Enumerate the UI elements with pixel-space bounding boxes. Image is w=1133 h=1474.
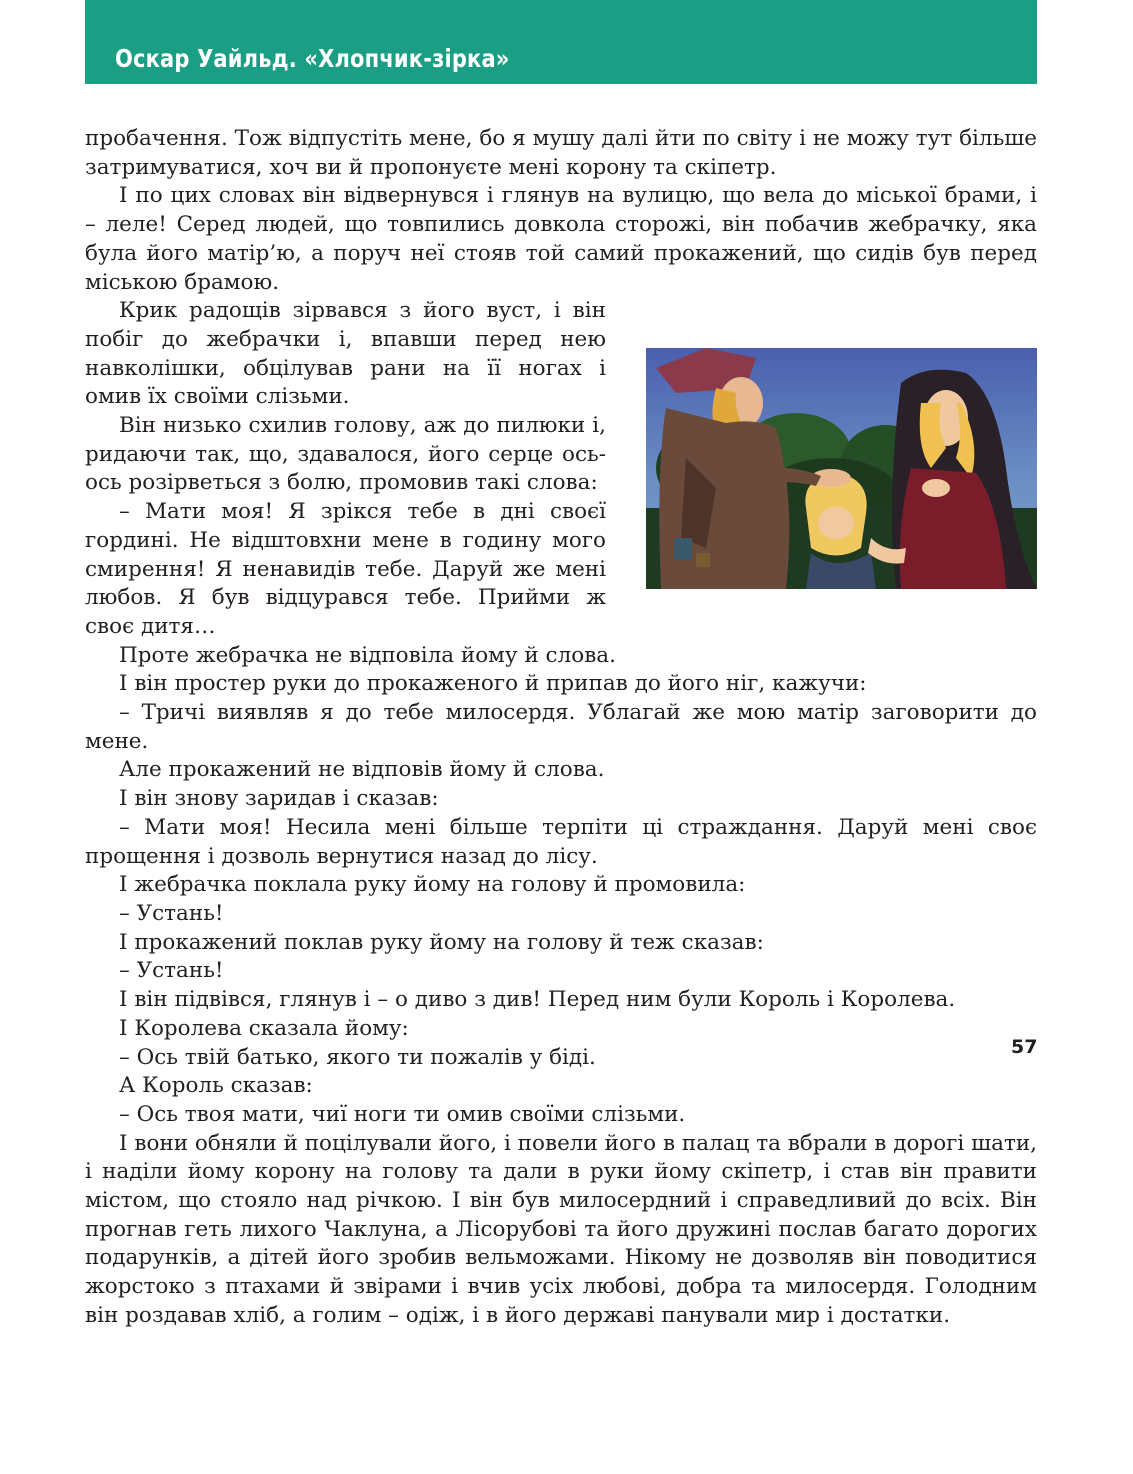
paragraph: І по цих словах він відвернувся і глянув на вулицю, що вела до міської брами, і – леле! Серед людей, що товпились довкола сторожі, він побачив жебрачку, яка була його матір’ю, а поруч неї стояв той самий прокажений, що сидів був перед міською брамою. bbox=[85, 183, 1037, 295]
paragraph: І Королева сказала йому: bbox=[119, 1015, 409, 1041]
paragraph: Він низько схилив голову, аж до пилюки і, ридаючи так, що, здавалося, його серце ось-ось розірветься з болю, промовив такі слова: bbox=[85, 413, 606, 496]
paragraph: І він підвівся, глянув і – о диво з див! Перед ним були Король і Королева. bbox=[119, 987, 956, 1013]
chapter-title: Оскар Уайльд. «Хлопчик-зірка» bbox=[115, 44, 510, 73]
paragraph: – Устань! bbox=[119, 900, 224, 926]
paragraph: Проте жебрачка не відповіла йому й слова. bbox=[119, 642, 616, 668]
paragraph: – Ось твій батько, якого ти пожалів у біді. bbox=[119, 1044, 596, 1070]
story-illustration bbox=[646, 348, 1037, 589]
paragraph: Крик радощів зірвався з його вуст, і він побіг до жебрачки і, впавши перед нею навколішки, обцілував рани на її ногах і омив їх своїми слізьми. bbox=[85, 298, 606, 410]
paragraph: – Мати моя! Несила мені більше терпіти ці страждання. Даруй мені своє прощення і дозволь вернутися назад до лісу. bbox=[85, 814, 1037, 869]
body-text bbox=[85, 125, 1037, 1331]
paragraph: І він простер руки до прокаженого й припав до його ніг, кажучи: bbox=[119, 671, 867, 697]
paragraph: І він знову заридав і сказав: bbox=[119, 786, 439, 812]
paragraph: І вони обняли й поцілували його, і повели його в палац та вбрали в дорогі шати, і наділи йому корону на голову та дали в руки йому скіпетр, і став він правити містом, що стояло над річкою. І він був милосердний і справедливий до всіх. Він прогнав геть лихого Чаклуна, а Лісорубові та його дружині послав багато дорогих подарунків, а дітей його зробив вельможами. Нікому не дозволяв він поводитися жорстоко з птахами й звірами і вчив усіх любові, добра та милосердя. Голодним він роздавав хліб, а голим – одіж, і в його державі панували мир і достатки. bbox=[85, 1130, 1037, 1328]
paragraph: – Ось твоя мати, чиї ноги ти омив своїми слізьми. bbox=[119, 1101, 686, 1127]
paragraph: І жебрачка поклала руку йому на голову й промовила: bbox=[119, 872, 746, 898]
illustration-king-queen-star-child bbox=[646, 348, 1037, 589]
page-number: 57 bbox=[1011, 1036, 1038, 1058]
paragraph: Але прокажений не відповів йому й слова. bbox=[119, 757, 605, 783]
chapter-header-bar bbox=[85, 0, 1037, 84]
paragraph: А Король сказав: bbox=[119, 1073, 313, 1099]
paragraph: пробачення. Тож відпустіть мене, бо я мушу далі йти по світу і не можу тут більше затримуватися, хоч ви й пропонуєте мені корону та скіпетр. bbox=[85, 126, 1037, 180]
paragraph: – Тричі виявляв я до тебе милосердя. Ублагай же мою матір заговорити до мене. bbox=[85, 700, 1037, 754]
paragraph: – Мати моя! Я зрікся тебе в дні своєї гордині. Не відштовхни мене в годину мого смирення! Я ненавидів тебе. Даруй же мені любов. Я був відцурався тебе. Прийми ж своє дитя… bbox=[85, 499, 606, 639]
paragraph: І прокажений поклав руку йому на голову й теж сказав: bbox=[119, 929, 764, 955]
paragraph: – Устань! bbox=[119, 958, 224, 984]
